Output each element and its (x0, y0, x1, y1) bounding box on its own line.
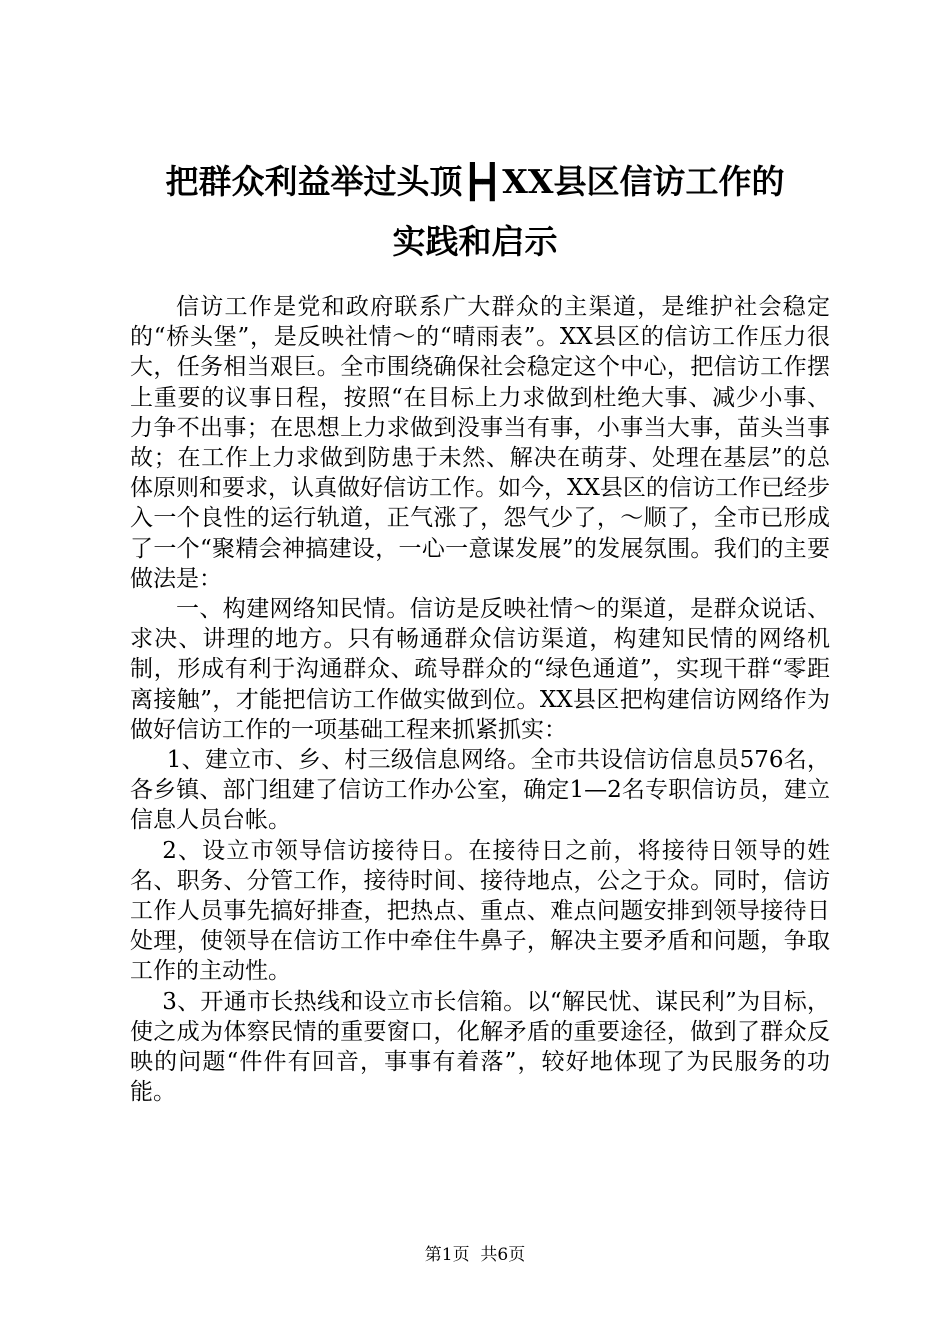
page-number-footer: 第1页 共6页 (424, 1245, 526, 1265)
paragraph-item-2: 2、设立市领导信访接待日。在接待日之前，将接待日领导的姓名、职务、分管工作，接待时间、接待地点，公之于众。同时，信访工作人员事先搞好排查，把热点、重点、难点问题安排到领导接待日处理，使领导在信访工作中牵住牛鼻子，解决主要矛盾和问题，争取工作的主动性。 (130, 837, 830, 985)
document-title-line-1: 把群众利益举过头顶┣┫XX县区信访工作的 (165, 162, 785, 201)
paragraph-item-1: 1、建立市、乡、村三级信息网络。全市共设信访信息员576名，各乡镇、部门组建了信访工作办公室，确定1—2名专职信访员，建立信息人员台帐。 (130, 747, 830, 834)
document-body (130, 292, 830, 1107)
paragraph-item-3: 3、开通市长热线和设立市长信箱。以“解民忧、谋民利”为目标，使之成为体察民情的重要窗口，化解矛盾的重要途径，做到了群众反映的问题“件件有回音，事事有着落”，较好地体现了为民服务的功能。 (130, 988, 830, 1106)
paragraph-section-one: 一、构建网络知民情。信访是反映社情～的渠道，是群众说话、求决、讲理的地方。只有畅通群众信访渠道，构建知民情的网络机制，形成有利于沟通群众、疏导群众的“绿色通道”，实现干群“零距离接触”，才能把信访工作做实做到位。XX县区把构建信访网络作为做好信访工作的一项基础工程来抓紧抓实： (130, 596, 830, 743)
document-title-line-2: 实践和启示 (392, 222, 558, 261)
paragraph-intro: 信访工作是党和政府联系广大群众的主渠道，是维护社会稳定的“桥头堡”，是反映社情～的“晴雨表”。XX县区的信访工作压力很大，任务相当艰巨。全市围绕确保社会稳定这个中心，把信访工作摆上重要的议事日程，按照“在目标上力求做到杜绝大事、减少小事、力争不出事；在思想上力求做到没事当有事，小事当大事，苗头当事故；在工作上力求做到防患于未然、解决在萌芽、处理在基层”的总体原则和要求，认真做好信访工作。如今，XX县区的信访工作已经步入一个良性的运行轨道，正气涨了，怨气少了，～顺了，全市已形成了一个“聚精会神搞建设，一心一意谋发展”的发展氛围。我们的主要做法是： (130, 294, 830, 592)
